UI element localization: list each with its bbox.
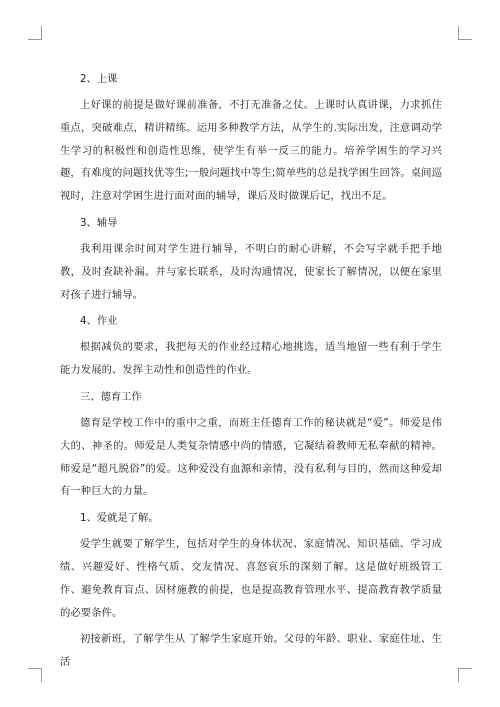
- crop-mark-top-right-v: [458, 26, 459, 40]
- paragraph-moral-education: 德育是学校工作中的重中之重，而班主任德育工作的秘诀就是“爱”。师爱是伟大的、神圣的。师爱是人类复杂情感中尚的情感，它凝结着教师无私奉献的精神。师爱是“超凡脱俗”的爱。这种爱没有血源和亲情，没有私利与目的，然而这种爱却有一种巨大的力量。: [60, 416, 442, 498]
- paragraph-tutoring: 我利用课余时间对学生进行辅导，不明白的耐心讲解，不会写字就手把手地教，及时查缺补漏。并与家长联系，及时沟通情况，使家长了解情况，以便在家里对孩子进行辅导。: [60, 242, 442, 301]
- crop-mark-top-left-h: [28, 39, 42, 40]
- paragraph-understanding-students: 爱学生就要了解学生，包括对学生的身体状况、家庭情况、知识基础、学习成绩、兴趣爱好、性格气质、交友情况、喜怒哀乐的深刻了解。这是做好班级管工作、避免教育盲点、因材施教的前提，也是提高教育管理水平、提高教育教学质量的必要条件。: [60, 538, 442, 619]
- crop-mark-top-left-v: [41, 26, 42, 40]
- paragraph-homework: 根据减负的要求，我把每天的作业经过精心地挑选，适当地留一些有利于学生能力发展的、发挥主动性和创造性的作业。: [60, 341, 442, 377]
- crop-mark-bottom-left-v: [41, 668, 42, 682]
- crop-mark-top-right-h: [458, 39, 472, 40]
- section-heading-love-is-understanding: 1、爱就是了解。: [80, 512, 159, 525]
- document-body: [60, 68, 442, 678]
- section-heading-lesson: 2、上课: [80, 73, 118, 85]
- crop-mark-bottom-left-h: [28, 668, 42, 669]
- crop-mark-bottom-right-h: [458, 668, 472, 669]
- section-heading-moral-education: 三、德育工作: [80, 390, 142, 403]
- section-heading-homework: 4、作业: [80, 315, 118, 328]
- paragraph-new-class: 初接新班，了解学生从 了解学生家庭开始。父母的年龄、职业、家庭住址、生活: [60, 633, 442, 669]
- section-heading-tutoring: 3、辅导: [80, 216, 118, 229]
- paragraph-lesson: 上好课的前提是做好课前准备，不打无准备之仗。上课时认真讲课，力求抓住重点，突破难点，精讲精练。运用多种教学方法，从学生的.实际出发，注意调动学生学习的积极性和创造性思维，使学生有举一反三的能力。培养学困生的学习兴趣，有难度的问题找优等生;一般问题找中等生;简单些的总是找学困生回答。桌间巡视时，注意对学困生进行面对面的辅导，课后及时做课后记，找出不足。: [60, 99, 442, 203]
- crop-mark-bottom-right-v: [458, 668, 459, 682]
